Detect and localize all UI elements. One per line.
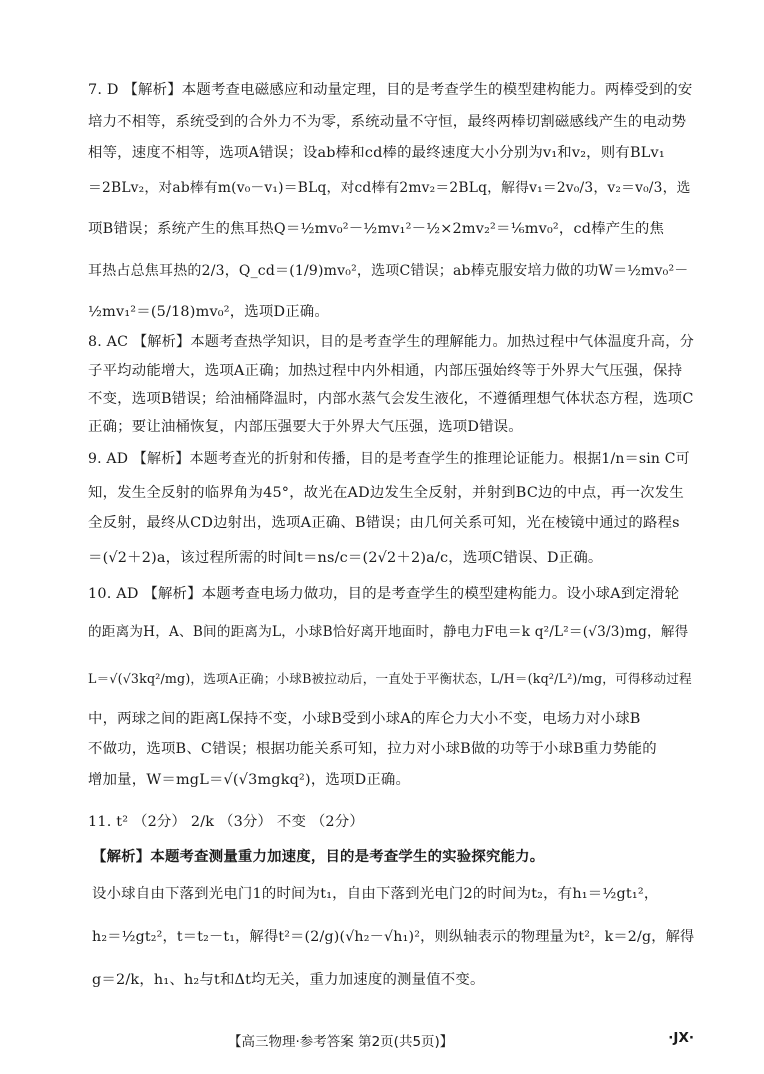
q10-line-5: 不做功，选项B、C错误；根据功能关系可知，拉力对小球B做的功等于小球B重力势能的: [88, 741, 657, 757]
q7-line-1: 7. D 【解析】本题考查电磁感应和动量定理，目的是考查学生的模型建构能力。两棒受到的安: [88, 82, 693, 98]
q7-line-3: 相等，速度不相等，选项A错误；设ab棒和cd棒的最终速度大小分别为v₁和v₂，则有BLv₁: [88, 145, 665, 161]
q9-line-4: ＝(√2＋2)a，该过程所需的时间t＝ns/c＝(2√2＋2)a/c，选项C错误、D正确。: [88, 550, 603, 566]
q10-line-6: 增加量，W＝mgL＝√(√3mgkq²)，选项D正确。: [88, 772, 411, 788]
q7-line-5: 项B错误；系统产生的焦耳热Q＝½mv₀²－½mv₁²－½×2mv₂²＝⅙mv₀²，cd棒产生的焦: [88, 221, 665, 237]
q7-line-4: ＝2BLv₂，对ab棒有m(v₀－v₁)＝BLq，对cd棒有2mv₂＝2BLq，解得v₁＝2v₀/3，v₂＝v₀/3，选: [88, 180, 691, 196]
q9-line-3: 全反射，最终从CD边射出，选项A正确、B错误；由几何关系可知，光在棱镜中通过的路程s: [88, 515, 680, 531]
q10-line-3: L＝√(√3kq²/mg)，选项A正确；小球B被拉动后，一直处于平衡状态，L/H＝(kq²/L²)/mg，可得移动过程: [88, 671, 692, 686]
q8-line-3: 不变，选项B错误；给油桶降温时，内部水蒸气会发生液化，不遵循理想气体状态方程，选项C: [88, 391, 694, 407]
q11-line-3: 设小球自由下落到光电门1的时间为t₁，自由下落到光电门2的时间为t₂，有h₁＝½gt₁²，: [92, 886, 659, 902]
question-11-explanation: [88, 802, 694, 1002]
q11-line-5: g＝2/k，h₁、h₂与t和Δt均无关，重力加速度的测量值不变。: [92, 972, 485, 988]
q11-answer-line: 11. t² （2分） 2/k （3分） 不变 （2分）: [88, 814, 364, 830]
question-7-explanation: [88, 74, 694, 332]
q7-line-6: 耳热占总焦耳热的2/3，Q_cd＝(1/9)mv₀²，选项C错误；ab棒克服安培力做的功W＝½mv₀²－: [88, 263, 689, 279]
question-10-explanation: [88, 578, 694, 796]
q11-analysis-heading: 【解析】本题考查测量重力加速度，目的是考查学生的实验探究能力。: [92, 848, 545, 865]
q7-line-7: ½mv₁²＝(5/18)mv₀²，选项D正确。: [88, 304, 329, 320]
q10-line-4: 中，两球之间的距离L保持不变，小球B受到小球A的库仑力大小不变，电场力对小球B: [88, 711, 641, 727]
q10-line-2: 的距离为H，A、B间的距离为L，小球B恰好离开地面时，静电力F电＝k q²/L²＝(√3/3)mg，解得: [88, 624, 689, 640]
q9-line-1: 9. AD 【解析】本题考查光的折射和传播，目的是考查学生的推理论证能力。根据1/n＝sin C可: [88, 451, 690, 467]
q9-line-2: 知，发生全反射的临界角为45°，故光在AD边发生全反射，并射到BC边的中点，再一次发生: [88, 485, 684, 501]
question-9-explanation: [88, 440, 694, 578]
q10-line-1: 10. AD 【解析】本题考查电场力做功，目的是考查学生的模型建构能力。设小球A到定滑轮: [88, 586, 680, 602]
page-footer: [0, 1026, 764, 1056]
q7-line-2: 培力不相等，系统受到的合外力不为零，系统动量不守恒，最终两棒切割磁感线产生的电动势: [88, 114, 687, 130]
q8-line-2: 子平均动能增大，选项A正确；加热过程中内外相通，内部压强始终等于外界大气压强，保持: [88, 363, 683, 379]
q11-line-4: h₂＝½gt₂²，t＝t₂－t₁，解得t²＝(2/g)(√h₂－√h₁)²，则纵轴表示的物理量为t²，k＝2/g，解得: [92, 929, 694, 945]
footer-title: 【高三物理·参考答案 第2页(共5页)】: [228, 1034, 454, 1050]
q8-line-1: 8. AC 【解析】本题考查热学知识，目的是考查学生的理解能力。加热过程中气体温度升高，分: [88, 334, 694, 350]
question-8-explanation: [88, 327, 694, 441]
q8-line-4: 正确；要让油桶恢复，内部压强要大于外界大气压强，选项D错误。: [88, 419, 523, 435]
footer-code: ·JX·: [668, 1030, 694, 1046]
